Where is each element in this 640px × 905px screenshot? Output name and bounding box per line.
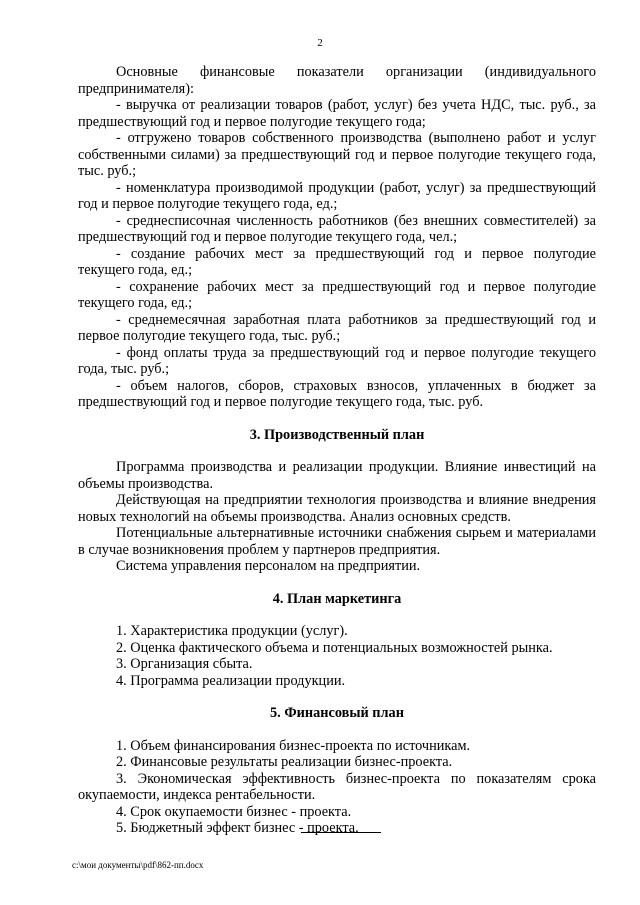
file-path: c:\мои документы\pdf\862-пп.docx (72, 860, 204, 870)
intro-item-taxes-paid: - объем налогов, сборов, страховых взносов, уплаченных в бюджет за предшествующий год и первое полугодие текущего года, тыс. руб. (78, 377, 596, 410)
list-item: 1. Объем финансирования бизнес-проекта по источникам. (116, 737, 471, 754)
list-item: 4. Срок окупаемости бизнес - проекта. (116, 803, 352, 820)
list-item: 3. Экономическая эффективность бизнес-проекта по показателям срока окупаемости, индекса рентабельности. (78, 770, 596, 803)
list-item: 1. Характеристика продукции (услуг). (116, 623, 348, 639)
section-3-paragraph: Действующая на предприятии технология производства и влияние внедрения новых технологий на объемы производства. Анализ основных средств. (78, 492, 596, 525)
section-4-heading: 4. План маркетинга (272, 590, 402, 607)
intro-item-jobs-retained: - сохранение рабочих мест за предшествующий год и первое полугодие текущего года, ед.; (78, 278, 596, 311)
intro-item-shipped-goods: - отгружено товаров собственного производства (выполнено работ и услуг собственными силами) за предшествующий год и первое полугодие текущего года, тыс. руб.; (78, 130, 596, 179)
list-item: 5. Бюджетный эффект бизнес - проекта. (116, 820, 359, 836)
intro-item-payroll-fund: - фонд оплаты труда за предшествующий год и первое полугодие текущего года, тыс. руб.; (78, 344, 596, 377)
section-3-paragraph: Потенциальные альтернативные источники снабжения сырьем и материалами в случае возникновения проблем у партнеров предприятия. (78, 525, 596, 558)
list-item: 2. Финансовые результаты реализации бизнес-проекта. (116, 754, 453, 770)
intro-item-avg-salary: - среднемесячная заработная плата работников за предшествующий год и первое полугодие текущего года, тыс. руб.; (78, 311, 596, 344)
intro-item-product-range: - номенклатура производимой продукции (работ, услуг) за предшествующий год и первое полугодие текущего года, ед.; (78, 179, 596, 212)
intro-block (78, 64, 596, 411)
section-5-list (78, 738, 596, 837)
intro-item-headcount: - среднесписочная численность работников (без внешних совместителей) за предшествующий год и первое полугодие текущего года, чел.; (78, 212, 596, 245)
list-item: 2. Оценка фактического объема и потенциальных возможностей рынка. (116, 639, 553, 656)
list-item: 3. Организация сбыта. (116, 656, 253, 672)
section-3-paragraph: Система управления персоналом на предприятии. (116, 558, 421, 574)
end-of-document-rule (301, 832, 381, 833)
section-3-heading: 3. Производственный план (249, 426, 425, 443)
section-5-heading: 5. Финансовый план (270, 705, 404, 721)
list-item: 4. Программа реализации продукции. (116, 672, 346, 689)
document-body (78, 64, 596, 837)
intro-item-jobs-created: - создание рабочих мест за предшествующий год и первое полугодие текущего года, ед.; (78, 245, 596, 278)
page-number: 2 (317, 37, 323, 49)
section-3-paragraph: Программа производства и реализации продукции. Влияние инвестиций на объемы производства. (78, 459, 596, 492)
intro-lead: Основные финансовые показатели организации (индивидуального предпринимателя): (78, 64, 596, 97)
section-4-list (78, 623, 596, 689)
section-3-body (78, 459, 596, 575)
intro-item-revenue: - выручка от реализации товаров (работ, услуг) без учета НДС, тыс. руб., за предшествующий год и первое полугодие текущего года; (78, 97, 596, 130)
